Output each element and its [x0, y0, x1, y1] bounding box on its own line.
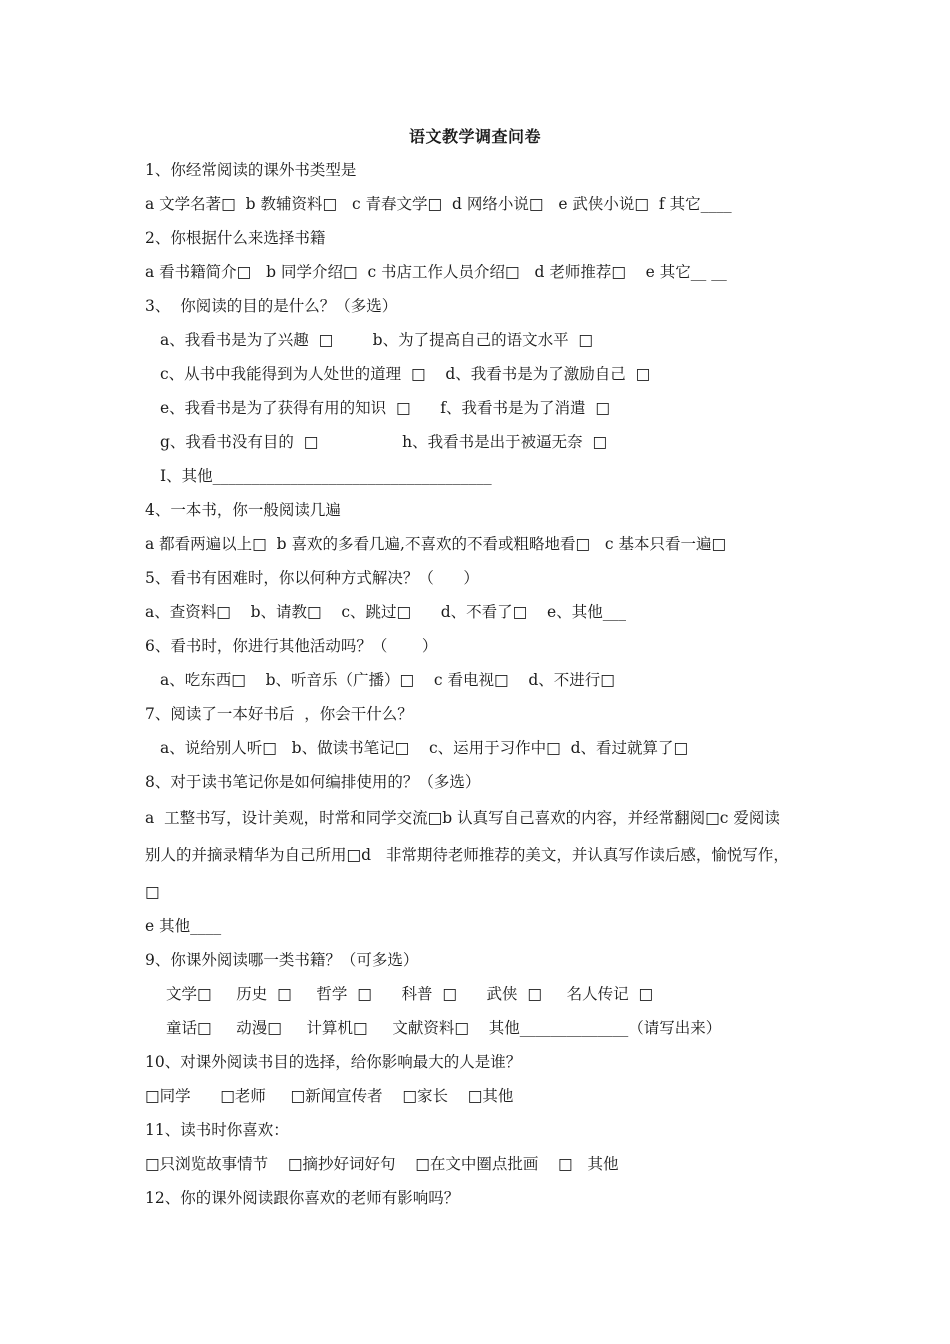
- question-3-options-ef: e、我看书是为了获得有用的知识 □ f、我看书是为了消遣 □: [160, 399, 610, 417]
- page-title: 语文教学调查问卷: [408, 127, 541, 146]
- question-2-options: a 看书籍简介□ b 同学介绍□ c 书店工作人员介绍□ d 老师推荐□ e 其它__ __: [145, 263, 727, 281]
- question-7-options: a、说给别人听□ b、做读书笔记□ c、运用于习作中□ d、看过就算了□: [160, 739, 689, 757]
- question-12: 12、你的课外阅读跟你喜欢的老师有影响吗？: [145, 1189, 460, 1207]
- question-7: 7、阅读了一本好书后 ，你会干什么？: [145, 705, 413, 723]
- question-6: 6、看书时，你进行其他活动吗？（ ）: [145, 637, 438, 655]
- question-10-options: □同学 □老师 □新闻宣传者 □家长 □其他: [145, 1087, 514, 1105]
- question-3-option-other: I、其他____________________________________: [160, 467, 492, 485]
- question-8-option-other: e 其他____: [145, 917, 222, 935]
- question-1-options: a 文学名著□ b 教辅资料□ c 青春文学□ d 网络小说□ e 武侠小说□ f 其它____: [145, 195, 732, 213]
- question-3-options-ab: a、我看书是为了兴趣 □ b、为了提高自己的语文水平 □: [160, 331, 594, 349]
- question-5-options: a、查资料□ b、请教□ c、跳过□ d、不看了□ e、其他___: [145, 603, 626, 621]
- question-8: 8、对于读书笔记你是如何编排使用的？（多选）: [145, 773, 481, 791]
- question-5: 5、看书有困难时，你以何种方式解决？（ ）: [145, 569, 479, 587]
- question-11: 11、读书时你喜欢：: [145, 1121, 289, 1139]
- question-3-options-gh: g、我看书没有目的 □ h、我看书是出于被逼无奈 □: [160, 433, 608, 451]
- question-8-options-line-1: a 工整书写，设计美观，时常和同学交流□b 认真写自己喜欢的内容，并经常翻阅□c 爱阅读: [145, 809, 780, 827]
- question-9-options-row-1: 文学□ 历史 □ 哲学 □ 科普 □ 武侠 □ 名人传记 □: [166, 985, 654, 1003]
- question-8-checkbox: □: [145, 883, 160, 901]
- question-1: 1、你经常阅读的课外书类型是: [145, 161, 357, 179]
- question-9: 9、你课外阅读哪一类书籍？（可多选）: [145, 951, 419, 969]
- question-10: 10、对课外阅读书目的选择，给你影响最大的人是谁？: [145, 1053, 522, 1071]
- question-8-options-line-2: 别人的并摘录精华为自己所用□d 非常期待老师推荐的美文，并认真写作读后感，愉悦写作，: [145, 846, 789, 864]
- question-9-options-row-2: 童话□ 动漫□ 计算机□ 文献资料□ 其他______________（请写出来）: [166, 1019, 722, 1037]
- question-4-options: a 都看两遍以上□ b 喜欢的多看几遍,不喜欢的不看或粗略地看□ c 基本只看一遍□: [145, 535, 727, 553]
- question-2: 2、你根据什么来选择书籍: [145, 229, 326, 247]
- question-11-options: □只浏览故事情节 □摘抄好词好句 □在文中圈点批画 □ 其他: [145, 1155, 619, 1173]
- question-3-options-cd: c、从书中我能得到为人处世的道理 □ d、我看书是为了激励自己 □: [160, 365, 651, 383]
- question-6-options: a、吃东西□ b、听音乐（广播）□ c 看电视□ d、不进行□: [160, 671, 615, 689]
- question-4: 4、一本书，你一般阅读几遍: [145, 501, 341, 519]
- question-3: 3、 你阅读的目的是什么？（多选）: [145, 297, 398, 315]
